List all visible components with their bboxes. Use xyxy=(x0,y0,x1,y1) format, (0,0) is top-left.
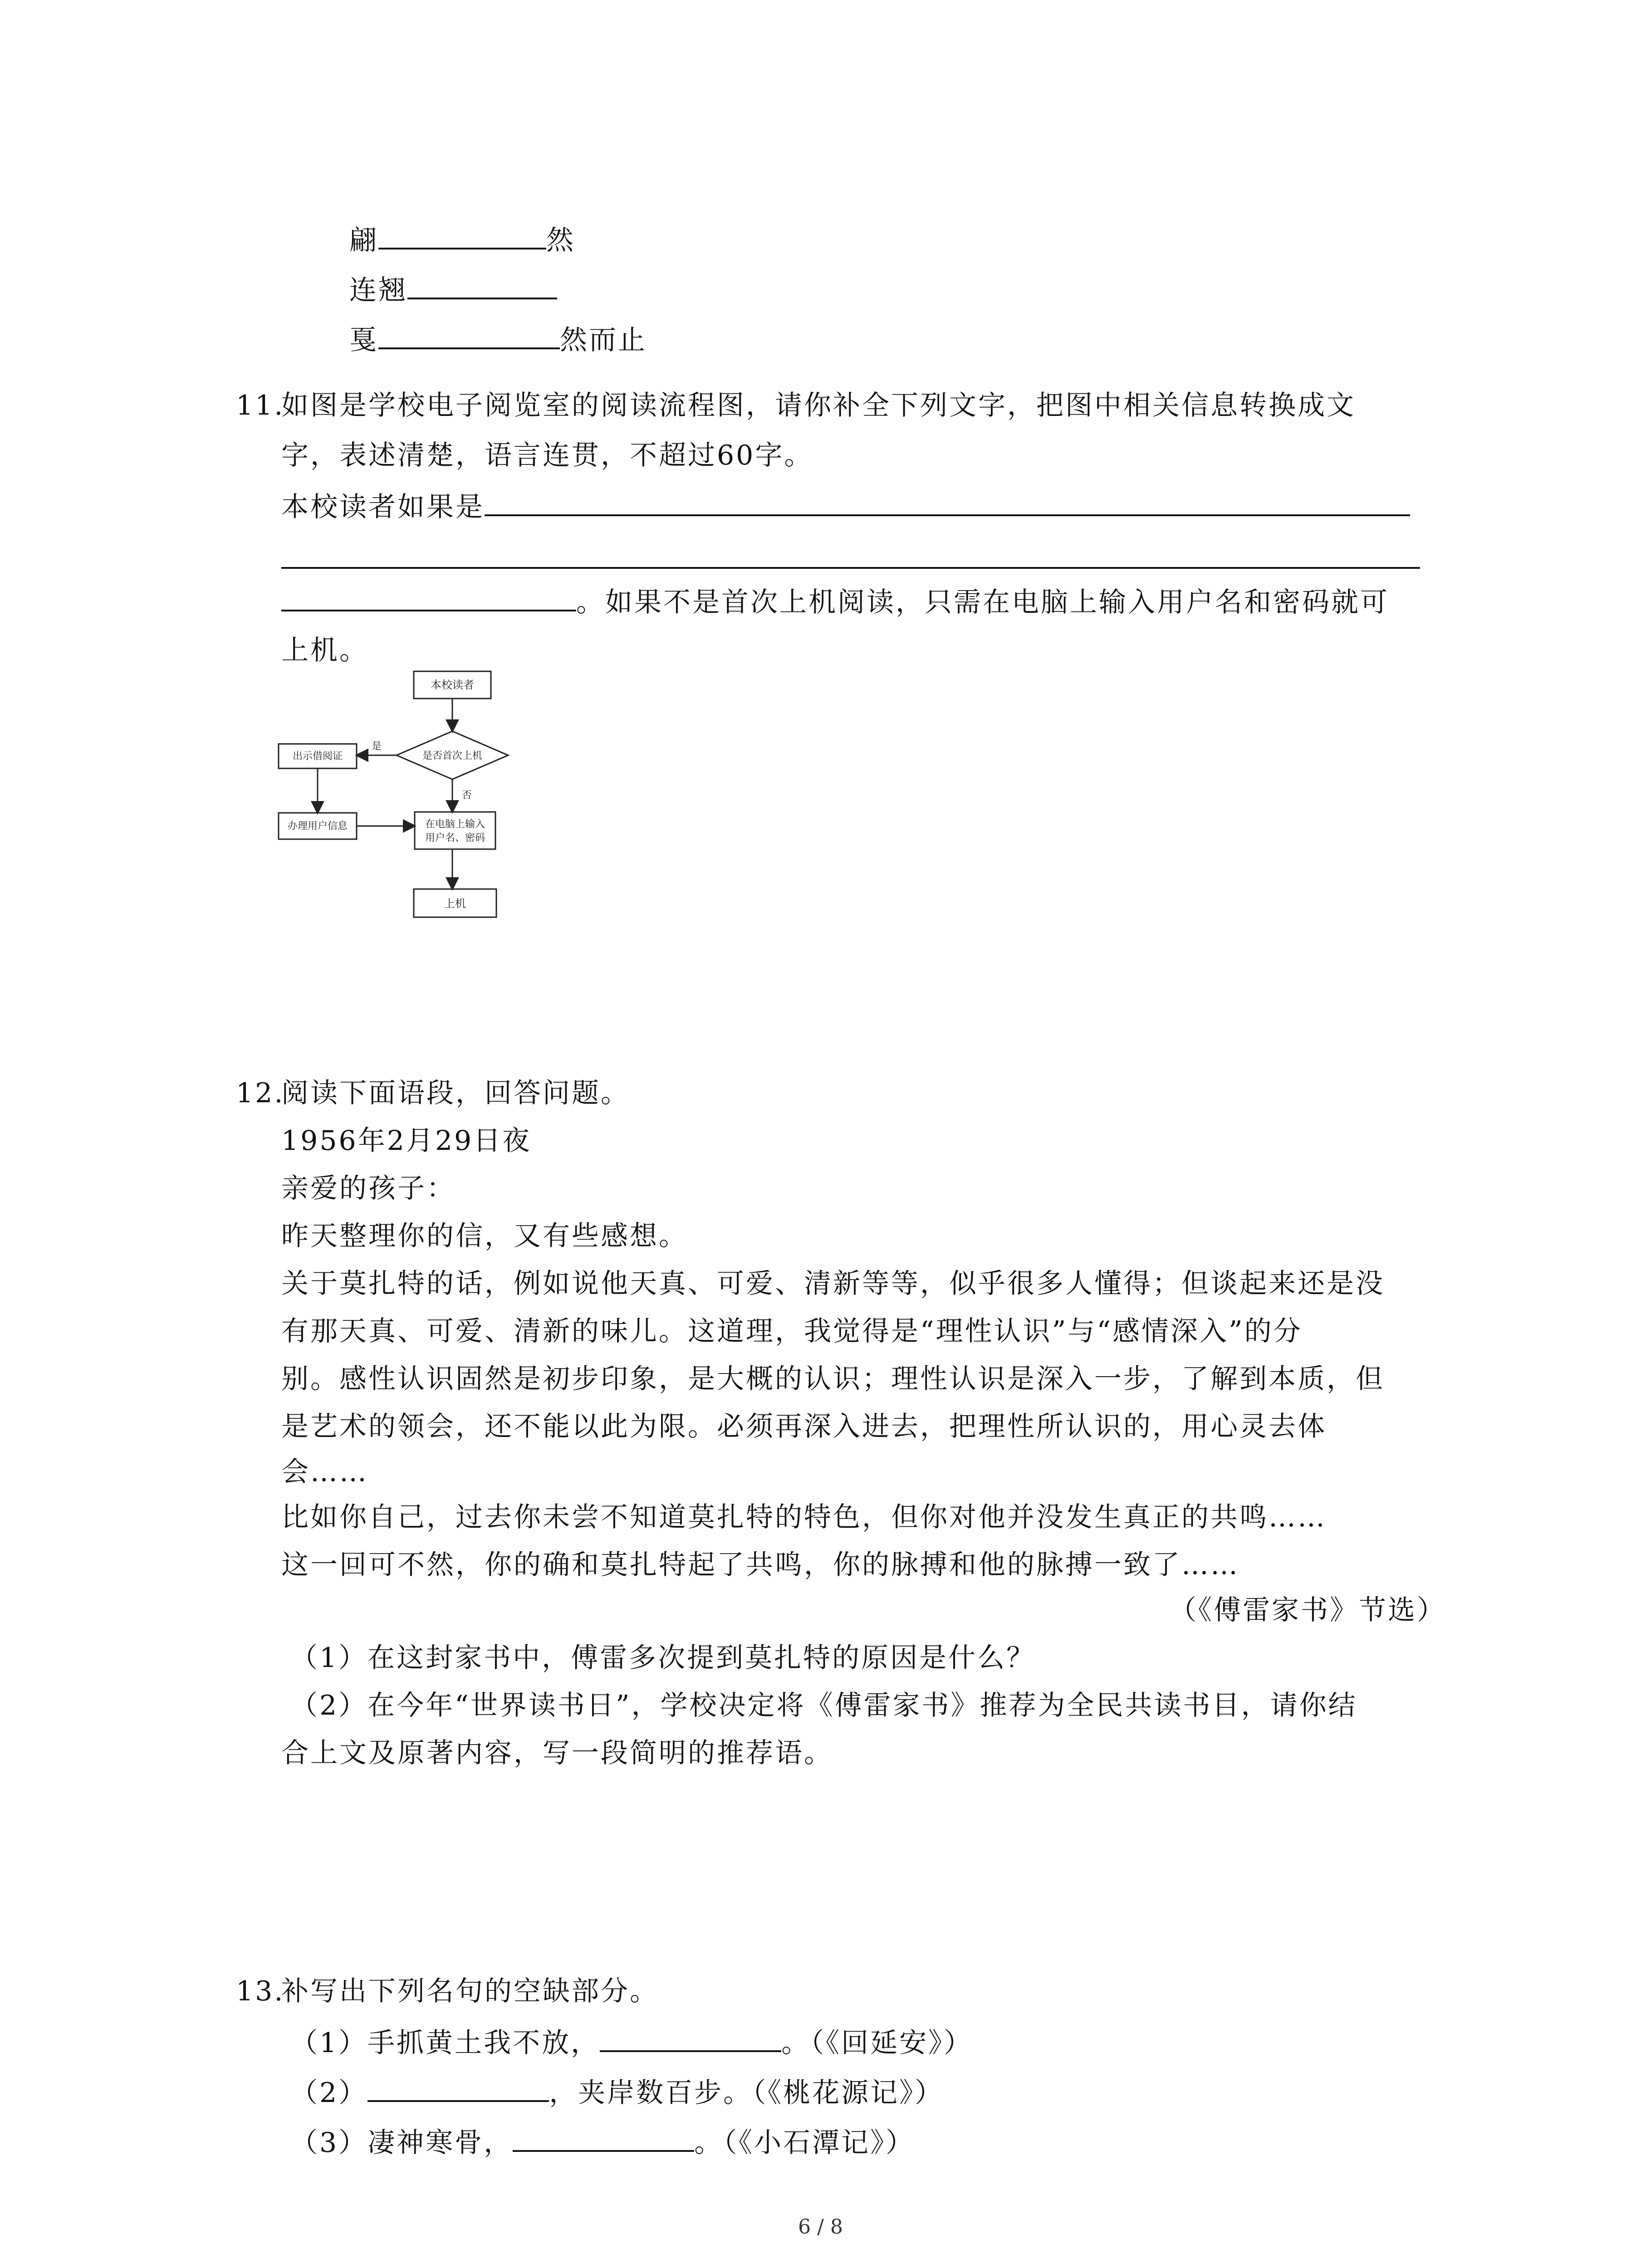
q10-line-2-pre: 连翘 xyxy=(349,274,407,306)
q10-line-1-post: 然 xyxy=(546,225,575,256)
q12-paragraph-2-line-4: 是艺术的领会，还不能以此为限。必须再深入进去，把理性所认识的，用心灵去体 xyxy=(281,1411,1327,1442)
q13-blank-2[interactable] xyxy=(367,2073,549,2102)
q13-item-3 xyxy=(290,2123,915,2161)
flow-show-card-label: 出示借阅证 xyxy=(292,751,343,762)
flow-node-show-card xyxy=(279,744,357,768)
q10-blank-3[interactable] xyxy=(378,320,560,349)
q13-item-1 xyxy=(290,2023,973,2061)
flow-start-label: 本校读者 xyxy=(431,679,474,691)
q13-item-2 xyxy=(290,2073,944,2111)
q10-line-3-pre: 戛 xyxy=(349,324,378,356)
q11-prompt-line-1: 如图是学校电子阅览室的阅读流程图，请你补全下列文字，把图中相关信息转换成文 xyxy=(281,390,1356,421)
q11-answer-line-1 xyxy=(281,487,1410,525)
q10-line-3 xyxy=(349,320,647,358)
q13-item-1-pre: （1）手抓黄土我不放， xyxy=(290,2027,600,2059)
q11-answer-blank-3[interactable] xyxy=(281,582,576,611)
flow-yes-label: 是 xyxy=(371,741,382,752)
q12-source: （《傅雷家书》节选） xyxy=(1169,1594,1446,1626)
flow-node-input xyxy=(415,812,495,849)
q12-subquestion-2-line-1: （2）在今年“世界读书日”，学校决定将《傅雷家书》推荐为全民共读书目，请你结 xyxy=(290,1690,1357,1721)
flow-input-label-1: 在电脑上输入 xyxy=(425,819,485,830)
q11-number: 11. xyxy=(236,390,285,421)
q12-paragraph-2-line-3: 别。感性认识固然是初步印象，是大概的认识；理性认识是深入一步，了解到本质，但 xyxy=(281,1363,1385,1395)
q12-number: 12. xyxy=(236,1077,285,1109)
q12-paragraph-3: 比如你自己，过去你未尝不知道莫扎特的特色，但你对他并没发生真正的共鸣…… xyxy=(281,1501,1327,1533)
q13-prompt: 补写出下列名句的空缺部分。 xyxy=(281,1975,659,2007)
q11-answer-line-4: 上机。 xyxy=(281,635,368,666)
q11-prompt-line-2: 字，表述清楚，语言连贯，不超过60字。 xyxy=(281,440,813,471)
flow-end-label: 上机 xyxy=(444,897,466,910)
q11-answer-continuation: 。如果不是首次上机阅读，只需在电脑上输入用户名和密码就可 xyxy=(576,587,1389,618)
q10-line-3-post: 然而止 xyxy=(560,324,647,356)
flow-input-label-2: 用户名、密码 xyxy=(425,832,485,844)
q10-blank-2[interactable] xyxy=(407,270,557,299)
q13-blank-1[interactable] xyxy=(600,2023,781,2052)
flow-node-register xyxy=(279,813,357,839)
q12-paragraph-1: 昨天整理你的信，又有些感想。 xyxy=(281,1220,688,1252)
q11-answer-blank-1[interactable] xyxy=(485,487,1410,516)
q13-item-3-pre: （3）凄神寒骨， xyxy=(290,2127,513,2159)
q12-date: 1956年2月29日夜 xyxy=(281,1125,532,1157)
q10-line-1 xyxy=(349,220,575,259)
q13-blank-3[interactable] xyxy=(513,2123,694,2152)
q11-answer-line-3 xyxy=(281,582,1389,621)
q11-flowchart xyxy=(272,662,526,943)
q12-subquestion-2-line-2: 合上文及原著内容，写一段简明的推荐语。 xyxy=(281,1737,833,1769)
q12-subquestion-1: （1）在这封家书中，傅雷多次提到莫扎特的原因是什么？ xyxy=(290,1642,1036,1674)
q11-answer-lead: 本校读者如果是 xyxy=(281,491,485,523)
q13-item-2-post: ，夹岸数百步。（《桃花源记》） xyxy=(549,2077,944,2109)
flow-register-label: 办理用户信息 xyxy=(287,821,348,832)
flow-node-start xyxy=(414,671,491,699)
q11-answer-blank-2[interactable] xyxy=(281,567,1420,569)
q12-greeting: 亲爱的孩子： xyxy=(281,1173,456,1204)
q13-item-3-post: 。（《小石潭记》） xyxy=(694,2127,915,2159)
q13-item-1-post: 。（《回延安》） xyxy=(781,2027,973,2059)
q12-paragraph-4: 这一回可不然，你的确和莫扎特起了共鸣，你的脉搏和他的脉搏一致了…… xyxy=(281,1549,1239,1581)
flow-node-decision xyxy=(397,731,508,779)
q13-item-2-pre: （2） xyxy=(290,2077,368,2109)
flow-decision-label: 是否首次上机 xyxy=(422,750,483,762)
page-number: 6 / 8 xyxy=(798,2215,843,2239)
q12-paragraph-2-line-1: 关于莫扎特的话，例如说他天真、可爱、清新等等，似乎很多人懂得；但谈起来还是没 xyxy=(281,1268,1385,1300)
q12-prompt: 阅读下面语段，回答问题。 xyxy=(281,1077,630,1109)
q13-number: 13. xyxy=(236,1975,285,2007)
flow-node-end xyxy=(414,889,496,917)
q12-paragraph-2-line-2: 有那天真、可爱、清新的味儿。这道理，我觉得是“理性认识”与“感情深入”的分 xyxy=(281,1315,1303,1347)
flow-no-label: 否 xyxy=(462,790,472,801)
q10-line-1-pre: 翩 xyxy=(349,225,378,256)
q12-paragraph-2-line-5: 会…… xyxy=(281,1456,368,1488)
q10-blank-1[interactable] xyxy=(378,220,546,249)
q10-line-2 xyxy=(349,270,557,308)
